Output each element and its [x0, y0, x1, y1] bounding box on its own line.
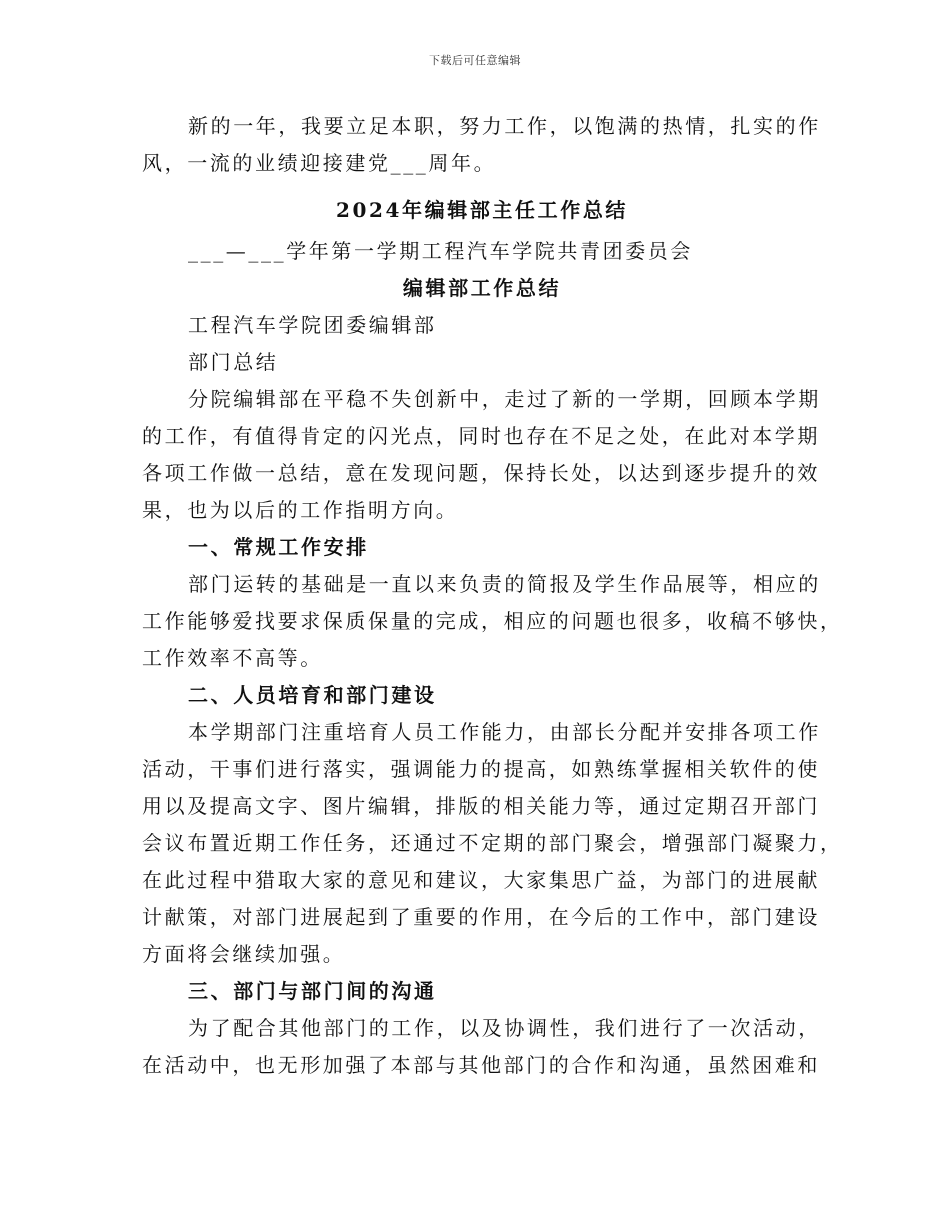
section-heading-2: 二、人员培育和部门建设 [188, 683, 437, 707]
subtitle-line: ___—___学年第一学期工程汽车学院共青团委员会 [188, 239, 693, 263]
paragraph-line: 分院编辑部在平稳不失创新中，走过了新的一学期，回顾本学期 [188, 387, 821, 411]
intro-line: 风，一流的业绩迎接建党___周年。 [142, 151, 497, 175]
paragraph-line: 在此过程中猎取大家的意见和建议，大家集思广益，为部门的进展献 [142, 868, 820, 892]
paragraph-line: 用以及提高文字、图片编辑，排版的相关能力等，通过定期召开部门 [142, 794, 820, 818]
paragraph-line: 方面将会继续加强。 [142, 942, 346, 966]
paragraph-line: 工作能够爱找要求保质保量的完成，相应的问题也很多，收稿不够快， [142, 609, 843, 633]
paragraph-line: 在活动中，也无形加强了本部与其他部门的合作和沟通，虽然困难和 [142, 1053, 820, 1077]
paragraph-line: 的工作，有值得肯定的闪光点，同时也存在不足之处，在此对本学期 [142, 424, 820, 448]
page-header: 下载后可任意编辑 [429, 54, 521, 67]
intro-line: 新的一年，我要立足本职，努力工作，以饱满的热情，扎实的作 [188, 114, 821, 138]
paragraph-line: 果，也为以后的工作指明方向。 [142, 498, 459, 522]
paragraph-line: 部门运转的基础是一直以来负责的简报及学生作品展等，相应的 [188, 572, 821, 596]
paragraph-line: 计献策，对部门进展起到了重要的作用，在今后的工作中，部门建设 [142, 905, 820, 929]
paragraph-line: 本学期部门注重培育人员工作能力，由部长分配并安排各项工作 [188, 720, 821, 744]
subtitle-line-2: 编辑部工作总结 [402, 276, 562, 300]
paragraph-line: 活动，干事们进行落实，强调能力的提高，如熟练掌握相关软件的使 [142, 757, 820, 781]
paragraph-line: 各项工作做一总结，意在发现问题，保持长处，以达到逐步提升的效 [142, 461, 820, 485]
document-title: 2024年编辑部主任工作总结 [335, 198, 629, 222]
paragraph-line: 会议布置近期工作任务，还通过不定期的部门聚会，增强部门凝聚力， [142, 831, 843, 855]
section-heading-3: 三、部门与部门间的沟通 [188, 979, 437, 1003]
department-name: 工程汽车学院团委编辑部 [188, 313, 437, 337]
document-body [142, 108, 843, 1084]
paragraph-line: 工作效率不高等。 [142, 646, 323, 670]
paragraph-line: 为了配合其他部门的工作，以及协调性，我们进行了一次活动， [188, 1016, 821, 1040]
section-heading-1: 一、常规工作安排 [188, 535, 369, 559]
department-summary-label: 部门总结 [188, 350, 279, 374]
